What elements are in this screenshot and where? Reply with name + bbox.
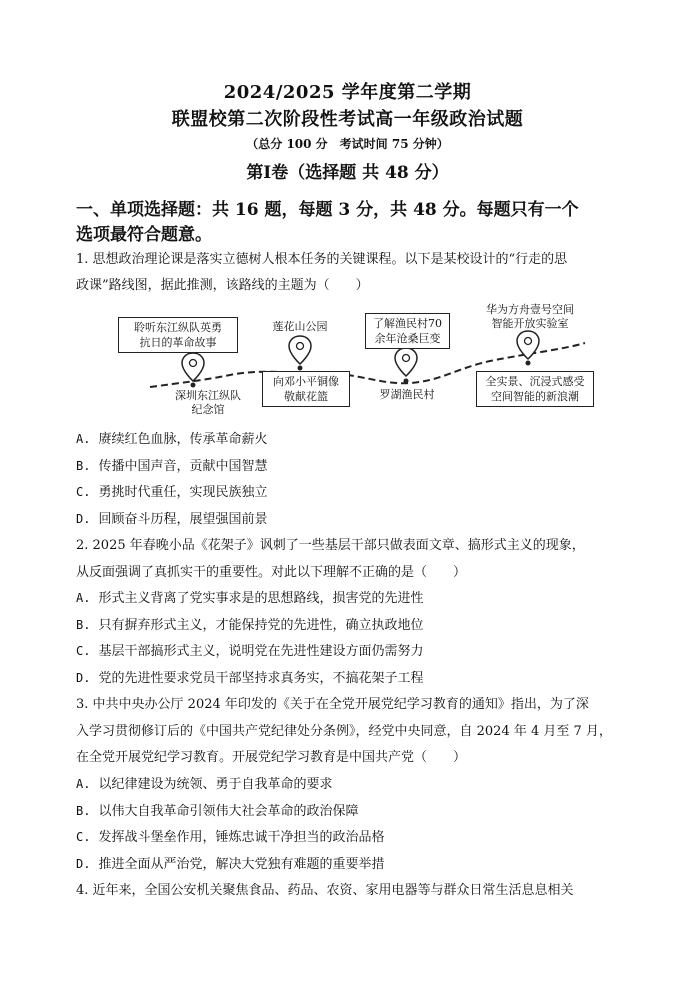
route-box-2-line2: 敬献花篮 <box>284 390 328 403</box>
q3-option-a-text: 以纪律建设为统领、勇于自我革命的要求 <box>98 777 333 792</box>
stop-1-line2: 纪念馆 <box>191 403 225 416</box>
stop-1-line1: 深圳东江纵队 <box>175 389 241 402</box>
stop-3-label: 罗湖渔民村 <box>379 388 435 401</box>
stop-4-line2: 智能开放实验室 <box>491 317 569 330</box>
q1-option-c-label: C. <box>76 485 91 499</box>
route-box-2 <box>262 371 350 407</box>
q3-option-b-text: 以伟大自我革命引领伟大社会革命的政治保障 <box>98 804 359 819</box>
q3-option-d-text: 推进全面从严治党，解决大党独有难题的重要举措 <box>98 857 385 872</box>
location-pin-icon-3 <box>395 348 417 384</box>
q3-stem-line2: 入学习贯彻修订后的《中国共产党纪律处分条例》，经党中央同意，自 2024 年 4 月至 7 月， <box>76 724 612 739</box>
q2-option-d[interactable] <box>76 667 423 686</box>
q3-option-d-label: D. <box>76 857 91 871</box>
route-box-3 <box>365 313 450 349</box>
q3-option-c-text: 发挥战斗堡垒作用，锤炼忠诚干净担当的政治品格 <box>98 830 385 845</box>
q4-stem-line1: 4. 近年来，全国公安机关聚焦食品、药品、农资、家用电器等与群众日常生活息息相关 <box>76 883 574 898</box>
q3-stem-line3: 在全党开展党纪学习教育。开展党纪学习教育是中国共产党（ ） <box>76 750 467 765</box>
q1-stem-line2: 政课”路线图，据此推测，该路线的主题为（ ） <box>76 278 369 293</box>
route-map-figure <box>110 305 610 417</box>
q1-option-c[interactable] <box>76 481 267 500</box>
q2-option-a[interactable] <box>76 587 423 606</box>
section-heading-line1: 一、单项选择题：共 16 题，每题 3 分，共 48 分。每题只有一个 <box>76 200 579 220</box>
q2-stem-line2: 从反面强调了真抓实干的重要性。对此以下理解不正确的是（ ） <box>76 565 467 580</box>
q2-option-b[interactable] <box>76 614 423 633</box>
q2-stem-line1: 2. 2025 年春晚小品《花架子》讽刺了一些基层干部只做表面文章、搞形式主义的现象， <box>76 538 585 553</box>
stop-2-label: 莲花山公园 <box>272 320 328 333</box>
q1-option-b[interactable] <box>76 455 267 474</box>
q2-option-d-label: D. <box>76 671 91 685</box>
location-pin-icon-4 <box>517 331 539 366</box>
q2-option-b-text: 只有摒弃形式主义，才能保持党的先进性，确立执政地位 <box>98 618 424 633</box>
q2-option-c[interactable] <box>76 640 423 659</box>
q1-option-a-label: A. <box>76 432 91 446</box>
q1-option-a[interactable] <box>76 428 267 447</box>
q3-stem-line1: 3. 中共中央办公厅 2024 年印发的《关于在全党开展党纪学习教育的通知》指出，为了深 <box>76 697 589 712</box>
route-box-1-line2: 抗日的革命故事 <box>139 336 217 349</box>
q1-option-b-text: 传播中国声音，贡献中国智慧 <box>98 459 268 474</box>
q2-option-b-label: B. <box>76 618 91 632</box>
q3-option-c-label: C. <box>76 830 91 844</box>
q2-option-d-text: 党的先进性要求党员干部坚持求真务实，不搞花架子工程 <box>98 671 424 686</box>
section-heading <box>76 198 636 248</box>
route-box-4-line1: 全实景、沉浸式感受 <box>485 375 585 388</box>
stop-4-line1: 华为方舟壹号空间 <box>486 303 574 316</box>
q1-option-b-label: B. <box>76 459 91 473</box>
exam-title: 联盟校第二次阶段性考试高一年级政治试题 <box>171 109 524 130</box>
route-box-4 <box>476 371 594 407</box>
q2-option-c-text: 基层干部搞形式主义，说明党在先进性建设方面仍需努力 <box>98 644 424 659</box>
exam-meta: （总分 100 分 考试时间 75 分钟） <box>246 137 449 151</box>
q1-option-d[interactable] <box>76 508 267 527</box>
q3-option-d[interactable] <box>76 853 384 872</box>
route-box-3-line2: 余年沧桑巨变 <box>374 332 441 345</box>
q1-option-d-text: 回顾奋斗历程，展望强国前景 <box>98 512 268 527</box>
q3-option-b-label: B. <box>76 804 91 818</box>
stop-1-label <box>168 389 248 417</box>
q3-option-b[interactable] <box>76 800 358 819</box>
q1-option-a-text: 赓续红色血脉，传承革命薪火 <box>98 432 268 447</box>
q1-option-d-label: D. <box>76 512 91 526</box>
section-heading-line2: 选项最符合题意。 <box>76 225 212 245</box>
q2-option-a-text: 形式主义背离了党实事求是的思想路线，损害党的先进性 <box>98 591 424 606</box>
q1-stem-line1: 1. 思想政治理论课是落实立德树人根本任务的关键课程。以下是某校设计的“行走的思 <box>76 252 568 267</box>
route-box-2-line1: 向邓小平铜像 <box>273 375 339 388</box>
q2-option-c-label: C. <box>76 644 91 658</box>
q2-option-a-label: A. <box>76 591 91 605</box>
route-box-1 <box>118 317 238 353</box>
stop-4-label <box>475 303 585 331</box>
q3-option-a[interactable] <box>76 773 332 792</box>
route-box-3-line1: 了解渔民村70 <box>373 317 442 330</box>
exam-term: 2024/2025 学年度第二学期 <box>223 82 472 103</box>
q3-option-c[interactable] <box>76 826 384 845</box>
q1-option-c-text: 勇挑时代重任，实现民族独立 <box>98 485 268 500</box>
route-box-4-line2: 空间智能的新浪潮 <box>491 390 579 403</box>
volume-title: 第Ⅰ卷（选择题 共 48 分） <box>246 163 449 183</box>
route-box-1-line1: 聆听东江纵队英勇 <box>134 321 222 334</box>
q3-option-a-label: A. <box>76 777 91 791</box>
location-pin-icon-2 <box>289 336 311 371</box>
